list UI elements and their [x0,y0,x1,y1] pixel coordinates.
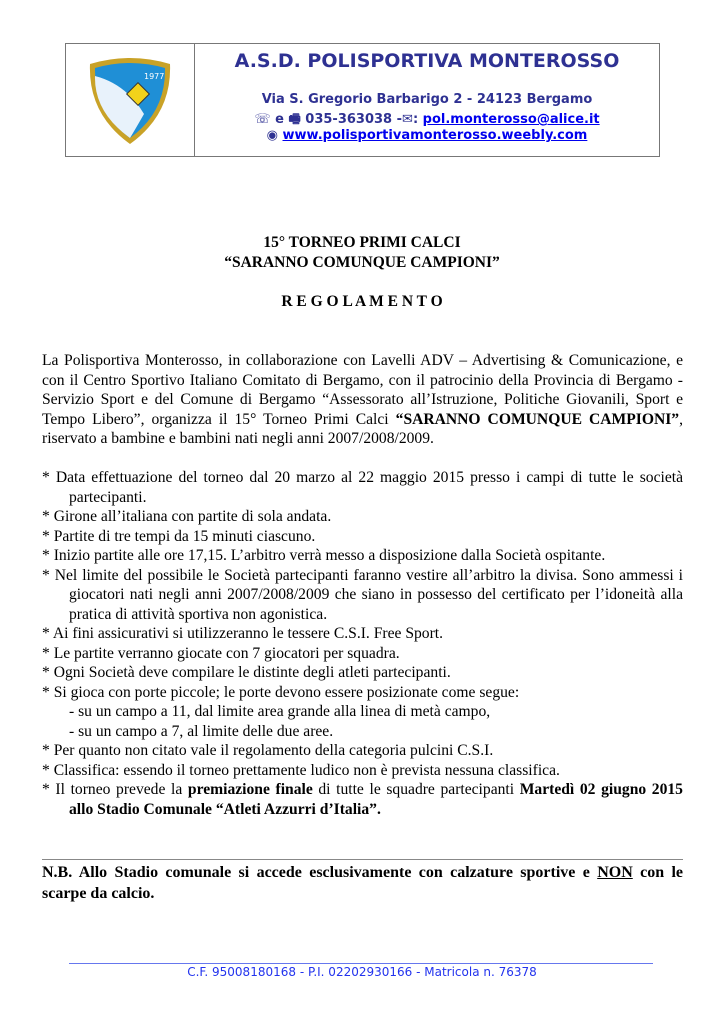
website-line [195,128,659,143]
rule-subitem: - su un campo a 11, dal limite area grande alla linea di metà campo, [69,703,491,720]
fax-icon: 🖷 [288,112,301,127]
club-logo-shield [86,54,174,146]
rule-item: * Per quanto non citato vale il regolamento della categoria pulcini C.S.I. [42,742,494,759]
rule-text: * Il torneo prevede la [42,781,188,798]
footer: C.F. 95008180168 - P.I. 02202930166 - Matricola n. 76378 [187,965,537,979]
rule-bold: premiazione finale [187,781,313,798]
phone-icon: ☏ [254,112,271,127]
rule-subitem: - su un campo a 7, al limite delle due aree. [69,722,334,740]
rule-item: * Nel limite del possibile le Società partecipanti faranno vestire all’arbitro la divisa. Sono ammessi i giocatori nati negli anni 2007/2008/2009 che siano in possesso del certificato per l’idoneità alla pratica di attività sportiva non agonistica. [42,566,683,623]
note-text-end: con le scarpe da calcio. [42,864,684,902]
intro-text: La Polisportiva Monterosso, in collaborazione con Lavelli ADV – Advertising & Comunicazione, e con il Centro Sportivo Italiano Comitato di Bergamo, con il patrocinio della Provincia di Bergamo - Servizio Sport e del Comune di Bergamo “Assessorato all’Istruzione, Politiche Giovanili, Sport e Tempo Libero”, organizza il 15° Torneo Primi Calci [42,352,683,428]
logo-year: 1977 [144,72,165,81]
club-name: A.S.D. POLISPORTIVA MONTEROSSO [234,50,620,72]
phone-number: 035-363038 - [300,112,403,127]
email-link[interactable]: pol.monterosso@alice.it [422,112,600,127]
note [42,862,683,904]
divider [42,859,683,860]
note-emphasis: NON [597,864,633,881]
rule-item: * Inizio partite alle ore 17,15. L’arbitro verrà messo a disposizione dalla Società ospitante. [42,547,606,564]
rule-item: * Le partite verranno giocate con 7 giocatori per squadra. [42,644,400,662]
rule-item: * Si gioca con porte piccole; le porte devono essere posizionate come segue: [42,683,520,701]
intro-text-end: , riservato a bambine e bambini nati negli anni 2007/2008/2009. [42,410,683,447]
intro-paragraph [42,351,683,449]
rule-item: * Classifica: essendo il torneo prettamente ludico non è prevista nessuna classifica. [42,761,560,779]
email-separator: : [412,112,423,127]
rule-item: * Girone all’italiana con partite di sola andata. [42,508,332,525]
rule-bold-date: Martedì 02 giugno 2015 allo Stadio Comunale “Atleti Azzurri d’Italia”. [69,781,683,818]
rule-item: * Partite di tre tempi da 15 minuti ciascuno. [42,527,316,545]
rules-heading: R E G O L A M E N T O [281,293,443,310]
letterhead [65,43,660,157]
address: Via S. Gregorio Barbarigo 2 - 24123 Bergamo [261,92,593,107]
rule-item: * Ai fini assicurativi si utilizzeranno le tessere C.S.I. Free Sport. [42,625,444,642]
rule-text: di tutte le squadre partecipanti [312,781,520,798]
document-body [42,351,683,819]
website-link[interactable]: www.polisportivamonterosso.weebly.com [282,128,588,143]
rule-item-final [42,780,683,819]
rule-item: * Data effettuazione del torneo dal 20 marzo al 22 maggio 2015 presso i campi di tutte le società partecipanti. [42,469,683,506]
intro-bold: “SARANNO COMUNQUE CAMPIONI” [395,410,680,428]
globe-icon: ◉ [266,128,278,143]
mail-icon: ✉ [402,112,413,127]
note-text: N.B. Allo Stadio comunale si accede esclusivamente con calzature sportive e [42,864,598,881]
tournament-subtitle: “SARANNO COMUNQUE CAMPIONI” [224,254,500,271]
footer-divider [69,963,653,964]
phone-prefix: e [270,112,289,127]
tournament-title: 15° TORNEO PRIMI CALCI [263,234,461,251]
rule-item: * Ogni Società deve compilare le distinte degli atleti partecipanti. [42,664,451,681]
